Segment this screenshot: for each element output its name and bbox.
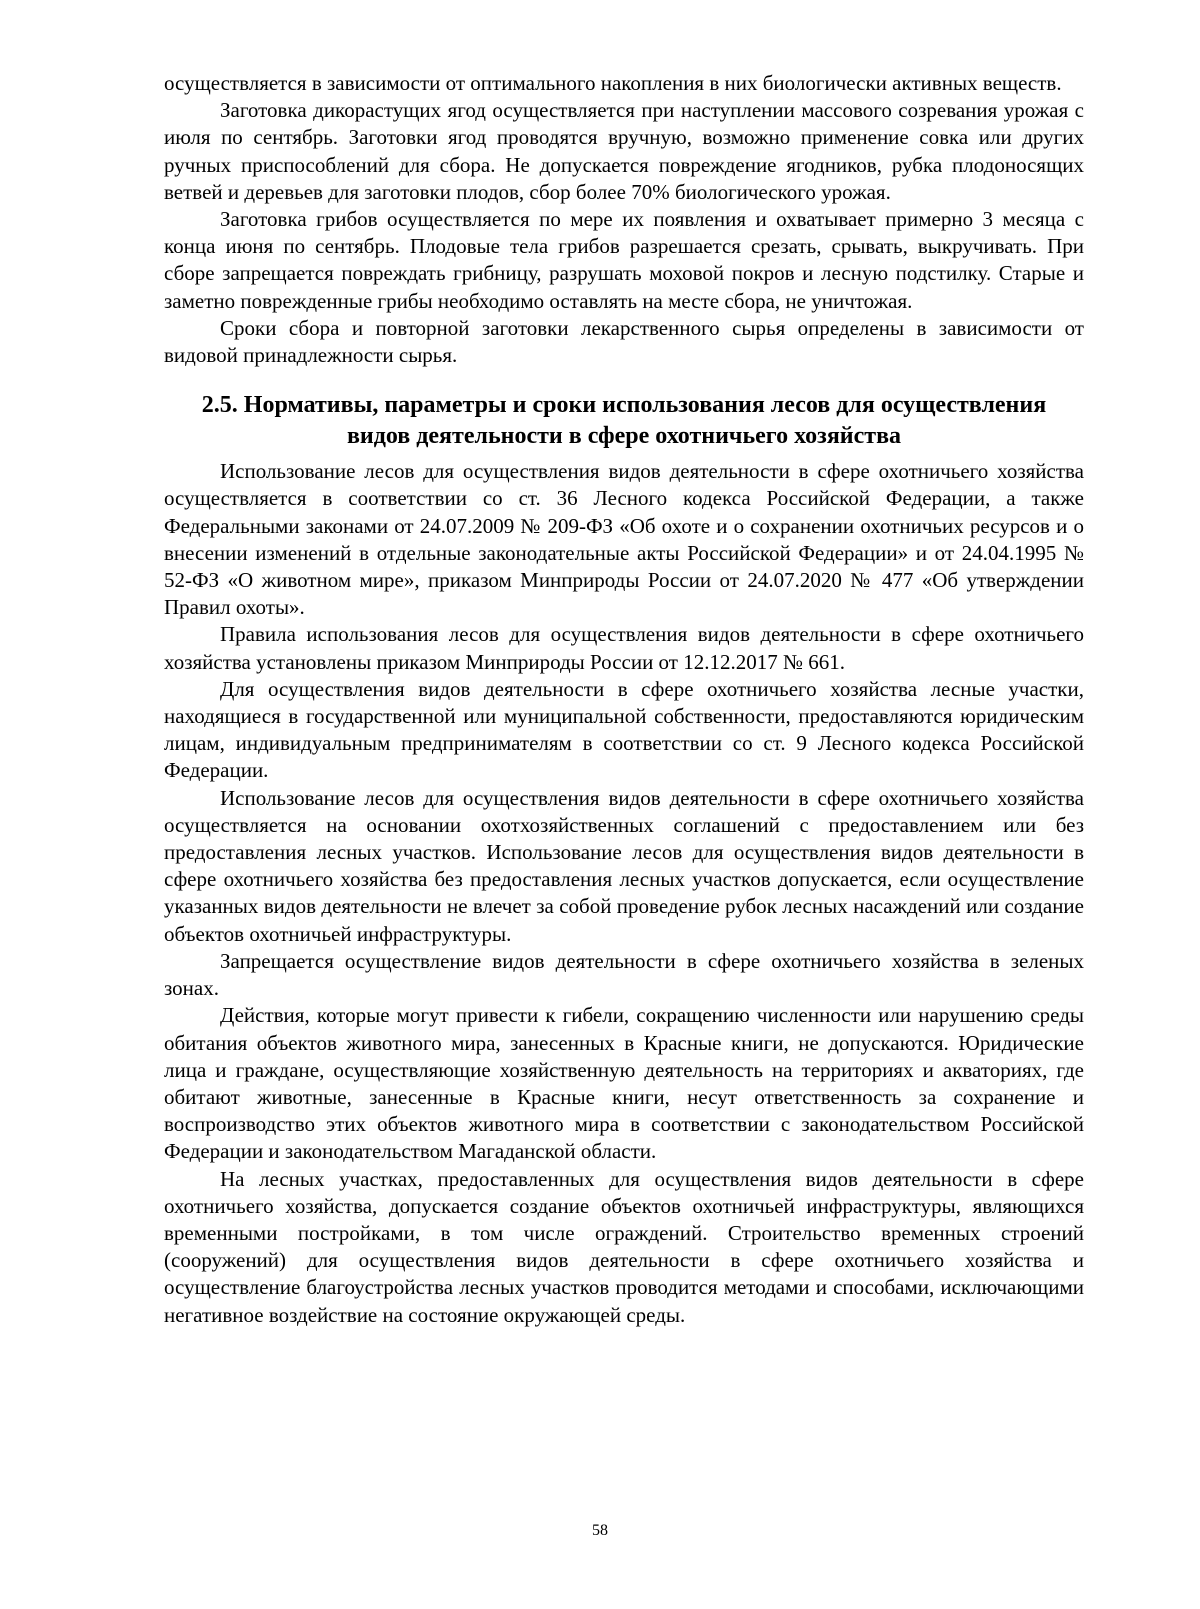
page-content [164, 70, 1084, 1329]
paragraph-berries: Заготовка дикорастущих ягод осуществляется при наступлении массового созревания урожая с июля по сентябрь. Заготовки ягод проводятся вручную, возможно применение совка или других ручных приспособлений для сбора. Не допускается повреждение ягодников, рубка плодоносящих ветвей и деревьев для заготовки плодов, сбор более 70% биологического урожая. [164, 98, 1084, 204]
paragraph-green-zones: Запрещается осуществление видов деятельности в сфере охотничьего хозяйства в зеленых зонах. [164, 948, 1084, 1001]
section-title: 2.5. Нормативы, параметры и сроки использования лесов для осуществления видов деятельности в сфере охотничьего хозяйства [201, 392, 1047, 450]
page-number: 58 [592, 1522, 608, 1539]
paragraph-land-provision: Для осуществления видов деятельности в сфере охотничьего хозяйства лесные участки, находящиеся в государственной или муниципальной собственности, предоставляются юридическим лицам, индивидуальным предпринимателям в соответствии со ст. 9 Лесного кодекса Российской Федерации. [164, 676, 1084, 783]
paragraph-infrastructure: На лесных участках, предоставленных для осуществления видов деятельности в сфере охотничьего хозяйства, допускается создание объектов охотничьей инфраструктуры, являющихся временными постройками, в том числе ограждений. Строительство временных строений (сооружений) для осуществления видов деятельности в сфере охотничьего хозяйства и осуществление благоустройства лесных участков проводится методами и способами, исключающими негативное воздействие на состояние окружающей среды. [164, 1166, 1084, 1327]
paragraph-continued: осуществляется в зависимости от оптимального накопления в них биологически активных веществ. [164, 71, 1062, 95]
paragraph-mushrooms: Заготовка грибов осуществляется по мере их появления и охватывает примерно 3 месяца с конца июня по сентябрь. Плодовые тела грибов разрешается срезать, срывать, выкручивать. При сборе запрещается повреждать грибницу, разрушать моховой покров и лесную подстилку. Старые и заметно поврежденные грибы необходимо оставлять на месте сбора, не уничтожая. [164, 207, 1084, 313]
paragraph-red-book: Действия, которые могут привести к гибели, сокращению численности или нарушению среды обитания объектов животного мира, занесенных в Красные книги, не допускаются. Юридические лица и граждане, осуществляющие хозяйственную деятельность на территориях и акваториях, где обитают животные, занесенные в Красные книги, несут ответственность за сохранение и воспроизводство этих объектов животного мира в соответствии с законодательством Российской Федерации и законодательством Магаданской области. [164, 1003, 1084, 1164]
paragraph-hunting-law: Использование лесов для осуществления видов деятельности в сфере охотничьего хозяйства осуществляется в соответствии со ст. 36 Лесного кодекса Российской Федерации, а также Федеральными законами от 24.07.2009 № 209-ФЗ «Об охоте и о сохранении охотничьих ресурсов и о внесении изменений в отдельные законодательные акты Российской Федерации» и от 24.04.1995 № 52-ФЗ «О животном мире», приказом Минприроды России от 24.07.2020 № 477 «Об утверждении Правил охоты». [164, 459, 1084, 620]
paragraph-agreements: Использование лесов для осуществления видов деятельности в сфере охотничьего хозяйства осуществляется на основании охотхозяйственных соглашений с предоставлением или без предоставления лесных участков. Использование лесов для осуществления видов деятельности в сфере охотничьего хозяйства без предоставления лесных участков допускается, если осуществление указанных видов деятельности не влечет за собой проведение рубок лесных насаждений или создание объектов охотничьей инфраструктуры. [164, 785, 1084, 946]
paragraph-hunting-rules: Правила использования лесов для осуществления видов деятельности в сфере охотничьего хозяйства установлены приказом Минприроды России от 12.12.2017 № 661. [164, 622, 1084, 674]
paragraph-medicinal: Сроки сбора и повторной заготовки лекарственного сырья определены в зависимости от видовой принадлежности сырья. [164, 315, 1084, 368]
